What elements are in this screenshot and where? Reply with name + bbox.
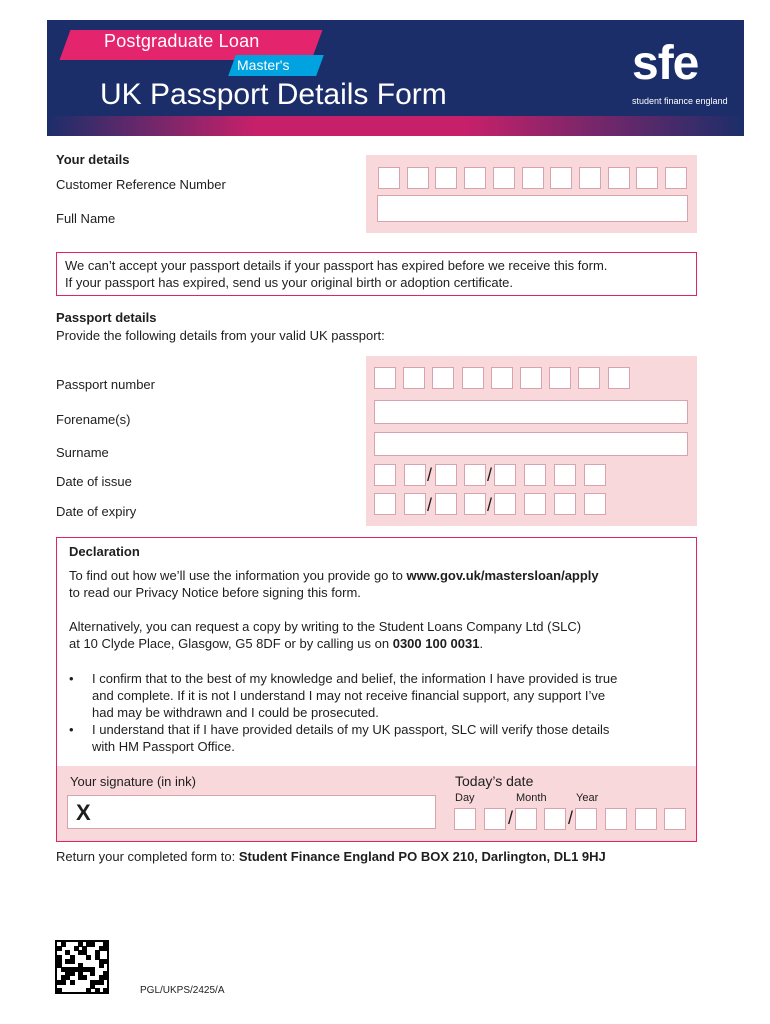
today-date-cell[interactable] <box>605 808 627 830</box>
passport-number-cell[interactable] <box>491 367 513 389</box>
crn-cell[interactable] <box>435 167 457 189</box>
header-band <box>47 116 744 136</box>
confirm-line-2: and complete. If it is not I understand I may not receive financial support, any support I’ve <box>92 688 606 703</box>
todays-date-label: Today’s date <box>455 773 534 789</box>
passport-number-cell[interactable] <box>578 367 600 389</box>
verify-line-1: I understand that if I have provided details of my UK passport, SLC will verify those details <box>92 722 610 737</box>
expiry-slash-2: / <box>487 495 493 515</box>
form-code: PGL/UKPS/2425/A <box>140 985 225 996</box>
expiry-date-cell[interactable] <box>584 493 606 515</box>
signature-field[interactable] <box>67 795 436 829</box>
return-address <box>56 849 606 864</box>
today-date-cell[interactable] <box>544 808 566 830</box>
crn-cell[interactable] <box>636 167 658 189</box>
crn-cell[interactable] <box>579 167 601 189</box>
expiry-date-cell[interactable] <box>464 493 486 515</box>
passport-number-cell[interactable] <box>374 367 396 389</box>
declaration-heading: Declaration <box>69 544 140 559</box>
issue-date-cell[interactable] <box>584 464 606 486</box>
alt-line-2 <box>69 636 483 651</box>
expiry-slash-1: / <box>427 495 433 515</box>
signature-mark: X <box>76 800 91 825</box>
crn-cell[interactable] <box>407 167 429 189</box>
today-date-cell[interactable] <box>484 808 506 830</box>
address-end: . <box>479 636 484 651</box>
passport-number-cell[interactable] <box>608 367 630 389</box>
confirm-line-1: I confirm that to the best of my knowledge and belief, the information I have provided is true <box>92 671 618 686</box>
bullet-2: • <box>69 722 74 737</box>
passport-number-cell[interactable] <box>462 367 484 389</box>
today-slash-1: / <box>508 808 514 828</box>
issue-date-cell[interactable] <box>554 464 576 486</box>
today-date-cell[interactable] <box>664 808 686 830</box>
passport-heading: Passport details <box>56 310 157 325</box>
issue-date-cell[interactable] <box>435 464 457 486</box>
crn-cell[interactable] <box>378 167 400 189</box>
forenames-field[interactable] <box>374 400 688 424</box>
today-date-cell[interactable] <box>635 808 657 830</box>
date-of-issue-label: Date of issue <box>56 474 132 489</box>
expiry-date-cell[interactable] <box>374 493 396 515</box>
bullet-1: • <box>69 671 74 686</box>
crn-label: Customer Reference Number <box>56 177 226 192</box>
issue-date-cell[interactable] <box>494 464 516 486</box>
expiry-date-cell[interactable] <box>524 493 546 515</box>
crn-cell[interactable] <box>522 167 544 189</box>
verify-line-2: with HM Passport Office. <box>92 739 235 754</box>
expiry-date-cell[interactable] <box>494 493 516 515</box>
today-date-cell[interactable] <box>575 808 597 830</box>
today-slash-2: / <box>568 808 574 828</box>
issue-date-cell[interactable] <box>524 464 546 486</box>
issue-slash-1: / <box>427 465 433 485</box>
passport-number-cell[interactable] <box>549 367 571 389</box>
sfe-logo-subtitle: student finance england <box>632 96 728 106</box>
issue-date-cell[interactable] <box>404 464 426 486</box>
alt-line-1: Alternatively, you can request a copy by writing to the Student Loans Company Ltd (SLC) <box>69 619 582 634</box>
form-title: UK Passport Details Form <box>100 78 447 111</box>
forenames-label: Forename(s) <box>56 412 131 427</box>
signature-label: Your signature (in ink) <box>70 774 196 789</box>
surname-field[interactable] <box>374 432 688 456</box>
passport-intro: Provide the following details from your valid UK passport: <box>56 328 385 343</box>
crn-cell[interactable] <box>550 167 572 189</box>
issue-slash-2: / <box>487 465 493 485</box>
return-prefix: Return your completed form to: <box>56 849 239 864</box>
day-label: Day <box>455 792 475 804</box>
loan-tag: Postgraduate Loan <box>104 31 260 51</box>
sfe-logo: sfe <box>632 37 699 90</box>
mastersloan-link[interactable]: www.gov.uk/mastersloan/apply <box>406 568 599 583</box>
full-name-field[interactable] <box>377 195 688 222</box>
return-address-text: Student Finance England PO BOX 210, Darlington, DL1 9HJ <box>238 849 606 864</box>
passport-number-cell[interactable] <box>520 367 542 389</box>
crn-cell[interactable] <box>665 167 687 189</box>
year-label: Year <box>576 792 599 804</box>
date-of-expiry-label: Date of expiry <box>56 504 137 519</box>
expiry-date-cell[interactable] <box>435 493 457 515</box>
your-details-heading: Your details <box>56 152 130 167</box>
surname-label: Surname <box>56 445 109 460</box>
privacy-line-2: to read our Privacy Notice before signing this form. <box>69 585 361 600</box>
expiry-date-cell[interactable] <box>404 493 426 515</box>
passport-number-cell[interactable] <box>403 367 425 389</box>
full-name-label: Full Name <box>56 211 116 226</box>
privacy-line-1 <box>69 568 599 583</box>
issue-date-cell[interactable] <box>464 464 486 486</box>
privacy-text: To find out how we’ll use the information you provide go to <box>69 568 407 583</box>
today-date-cell[interactable] <box>454 808 476 830</box>
crn-cell[interactable] <box>493 167 515 189</box>
qr-code <box>55 940 109 994</box>
crn-cell[interactable] <box>608 167 630 189</box>
crn-cell[interactable] <box>464 167 486 189</box>
month-label: Month <box>516 792 547 804</box>
passport-number-cell[interactable] <box>432 367 454 389</box>
address-text: at 10 Clyde Place, Glasgow, G5 8DF or by calling us on <box>69 636 393 651</box>
passport-number-label: Passport number <box>56 377 155 392</box>
notice-line-1: We can’t accept your passport details if your passport has expired before we receive this form. <box>65 258 608 273</box>
issue-date-cell[interactable] <box>374 464 396 486</box>
expiry-date-cell[interactable] <box>554 493 576 515</box>
phone-number: 0300 100 0031 <box>392 636 480 651</box>
confirm-line-3: had may be withdrawn and I could be prosecuted. <box>92 705 379 720</box>
today-date-cell[interactable] <box>515 808 537 830</box>
masters-tag: Master's <box>237 57 290 73</box>
notice-line-2: If your passport has expired, send us your original birth or adoption certificate. <box>65 275 514 290</box>
